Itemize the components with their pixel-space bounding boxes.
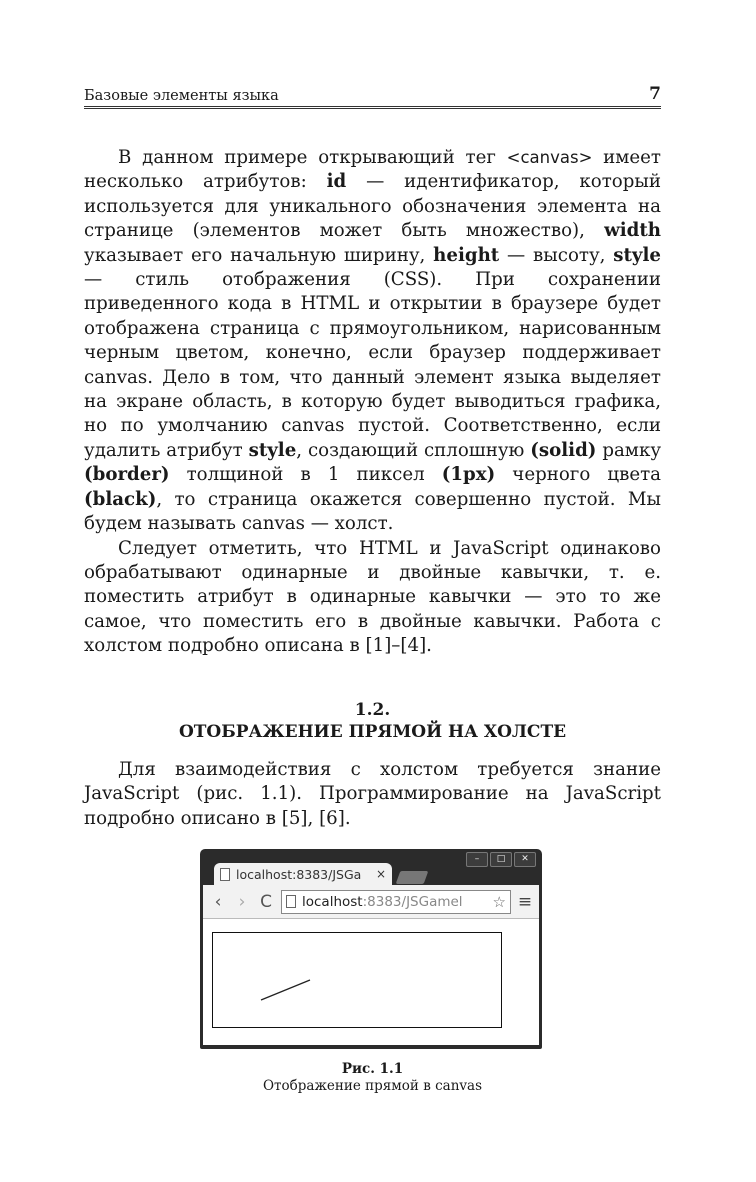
- url-path: :8383/JSGamel: [362, 893, 463, 910]
- term-1px: (1px): [441, 464, 496, 486]
- figure-caption-text: Отображение прямой в canvas: [262, 1078, 483, 1094]
- term-width: width: [604, 220, 661, 242]
- section-number: 1.2.: [354, 700, 391, 720]
- canvas-drawing: [213, 933, 503, 1029]
- new-tab-button[interactable]: [396, 871, 429, 884]
- section-title: ОТОБРАЖЕНИЕ ПРЯМОЙ НА ХОЛСТЕ: [178, 722, 567, 742]
- browser-screenshot-figure: [200, 849, 542, 1049]
- forward-icon[interactable]: ›: [238, 891, 246, 912]
- window-controls: [466, 852, 536, 867]
- term-border: (border): [84, 464, 170, 486]
- running-head: [84, 78, 661, 109]
- term-style: style: [613, 244, 661, 266]
- maximize-button[interactable]: □: [490, 852, 512, 867]
- paragraph-1: В данном примере открывающий тег <canvas> имеет несколько атрибутов: id — идентификатор, который используется для уникального обозначения элемента на странице (элементов может быть множество), width указывает его начальную ширину, height — высоту, style — стиль отображения (CSS). При сохранении приведенного кода в HTML и открытии в браузере будет отображена страница с прямоугольником, нарисованным черным цветом, конечно, если браузер поддерживает canvas. Дело в том, что данный элемент языка выделяет на экране область, в которую будет выводиться графика, но по умолчанию canvas пустой. Соответственно, если удалить атрибут style, создающий сплошную (solid) рамку (border) толщиной в 1 пиксел (1px) черного цвета (black), то страница окажется совершенно пустой. Мы будем называть canvas — холст.: [84, 147, 662, 535]
- code-canvas-tag: <canvas>: [506, 148, 593, 167]
- term-black: (black): [84, 488, 157, 510]
- term-style-2: style: [248, 439, 297, 461]
- tab-close-icon[interactable]: ×: [375, 867, 386, 881]
- text-block-2: [84, 758, 661, 831]
- tab-title: localhost:8383/JSGa: [236, 866, 362, 882]
- browser-tab[interactable]: [214, 863, 392, 885]
- figure-caption: [84, 1061, 661, 1095]
- close-window-button[interactable]: ✕: [514, 852, 536, 867]
- browser-viewport: [203, 919, 539, 1045]
- reload-icon[interactable]: C: [260, 891, 272, 912]
- url-host: localhost: [302, 893, 363, 910]
- page-number: 7: [649, 84, 661, 104]
- canvas-element: [212, 932, 502, 1028]
- url-text: [302, 894, 490, 910]
- minimize-button[interactable]: –: [466, 852, 488, 867]
- section-heading: [84, 699, 661, 743]
- back-icon[interactable]: ‹: [214, 891, 222, 912]
- term-height: height: [433, 244, 500, 266]
- browser-toolbar: [203, 885, 539, 919]
- drawn-line: [261, 980, 310, 1000]
- page-icon: [220, 868, 230, 881]
- paragraph-3: Для взаимодействия с холстом требуется знание JavaScript (рис. 1.1). Программирование на JavaScript подробно описано в [5], [6].: [84, 759, 661, 829]
- paragraph-2: Следует отметить, что HTML и JavaScript одинаково обрабатывают одинарные и двойные кавычки, т. е. поместить атрибут в одинарные кавычки — это то же самое, что поместить его в двойные кавычки. Работа с холстом подробно описана в [1]–[4].: [84, 537, 661, 657]
- bookmark-star-icon[interactable]: ☆: [492, 892, 506, 911]
- term-id: id: [326, 171, 347, 193]
- chapter-title: Базовые элементы языка: [84, 88, 279, 104]
- figure-label: Рис. 1.1: [341, 1061, 404, 1077]
- address-bar[interactable]: [281, 890, 511, 914]
- term-solid: (solid): [530, 439, 597, 461]
- menu-icon[interactable]: ≡: [517, 891, 533, 912]
- page-icon: [286, 895, 296, 908]
- text-block-1: [84, 146, 661, 659]
